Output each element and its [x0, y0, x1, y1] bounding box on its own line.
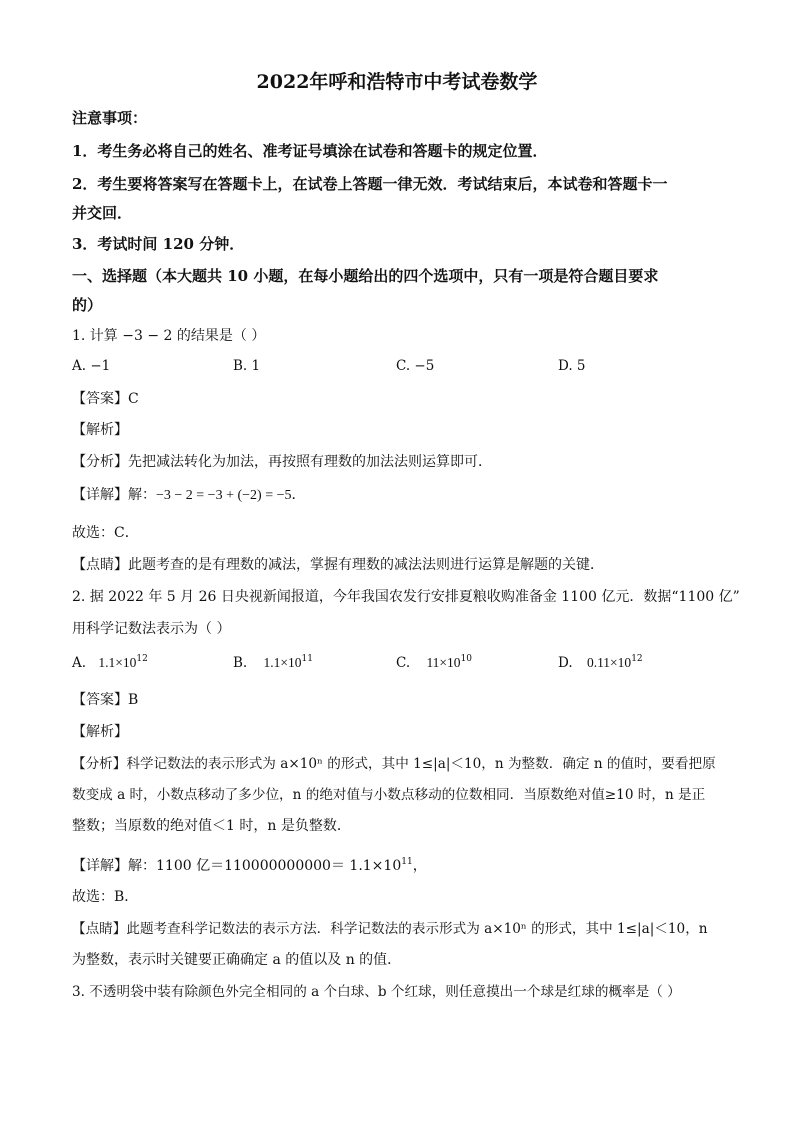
q1-answer: 【答案】C: [72, 391, 139, 407]
q2-option-c-exp: 10: [460, 654, 473, 664]
q2-answer: 【答案】B: [72, 692, 139, 708]
q2-option-a-base: 1.1×10: [98, 655, 137, 670]
notice-item-3: 3．考试时间 120 分钟．: [72, 235, 245, 253]
q1-jiexi-label: 【解析】: [72, 422, 128, 438]
q1-analysis: 【分析】先把减法转化为加法，再按照有理数的加法法则运算即可．: [72, 454, 492, 470]
q2-option-a-exp: 12: [136, 654, 148, 664]
q1-option-c: C. −5: [396, 358, 435, 374]
page-title: 2022年呼和浩特市中考试卷数学: [256, 71, 538, 93]
q2-option-c: [396, 654, 472, 671]
q2-detail: [72, 852, 427, 876]
q2-option-c-base: 11×10: [426, 655, 461, 670]
section-heading-line-2: 的）: [72, 296, 103, 314]
q1-choice: 故选：C．: [72, 525, 139, 541]
q1-detail: 【详解】解：−3 − 2 = −3 + (−2) = −5．: [72, 488, 306, 503]
q2-option-d-exp: 12: [631, 654, 643, 664]
q2-comment-line-1: 【点睛】此题考查科学记数法的表示方法．科学记数法的表示形式为 a×10ⁿ 的形式，其中 1≤|a|＜10，n: [72, 921, 708, 937]
q2-option-b-label: B.: [233, 655, 248, 671]
q2-option-d-base: 0.11×10: [586, 655, 632, 670]
q2-option-d: [558, 654, 643, 671]
q2-analysis-line-2: 数变成 a 时，小数点移动了多少位，n 的绝对值与小数点移动的位数相同．当原数绝对值≥10 时，n 是正: [72, 787, 706, 803]
q2-option-b-base: 1.1×10: [263, 655, 302, 670]
q2-jiexi-label: 【解析】: [72, 724, 128, 740]
section-heading-line-1: 一、选择题（本大题共 10 小题，在每小题给出的四个选项中，只有一项是符合题目要求: [72, 267, 659, 285]
notice-item-2-line-1: 2．考生要将答案写在答题卡上，在试卷上答题一律无效．考试结束后，本试卷和答题卡一: [72, 175, 668, 193]
q2-analysis-line-3: 整数；当原数的绝对值＜1 时，n 是负整数．: [72, 818, 351, 834]
q2-detail-suffix: ，: [412, 858, 427, 874]
q1-option-b: B. 1: [233, 358, 261, 374]
q2-choice: 故选：B．: [72, 889, 139, 905]
q2-option-b-exp: 11: [301, 654, 313, 664]
q2-detail-exp: 11: [401, 857, 413, 867]
q2-stem-line-1: 2. 据 2022 年 5 月 26 日央视新闻报道，今年我国农发行安排夏粮收购准备金 1100 亿元．数据“1100 亿”: [72, 589, 740, 605]
q1-option-a: A. −1: [72, 358, 111, 374]
q2-comment-line-2: 为整数，表示时关键要正确确定 a 的值以及 n 的值．: [72, 952, 402, 968]
q2-option-b: [233, 654, 313, 671]
q2-option-c-label: C.: [396, 655, 411, 671]
q1-option-d: D. 5: [558, 358, 586, 374]
q1-stem: 1. 计算 −3 − 2 的结果是（ ）: [72, 328, 266, 344]
q3-stem: 3. 不透明袋中装有除颜色外完全相同的 a 个白球、b 个红球，则任意摸出一个球是红球的概率是（ ）: [72, 984, 681, 1000]
q2-option-a: [72, 654, 148, 671]
notice-heading: 注意事项：: [72, 109, 148, 127]
q2-analysis-line-1: 【分析】科学记数法的表示形式为 a×10ⁿ 的形式，其中 1≤|a|＜10，n 为整数．确定 n 的值时，要看把原: [72, 756, 716, 772]
q2-option-a-label: A.: [72, 655, 87, 671]
q2-stem-line-2: 用科学记数法表示为（ ）: [72, 621, 231, 637]
notice-item-2-line-2: 并交回．: [72, 204, 133, 222]
q1-comment: 【点睛】此题考查的是有理数的减法，掌握有理数的减法法则进行运算是解题的关键．: [72, 557, 604, 573]
q2-detail-text: 【详解】解：1100 亿＝110000000000＝ 1.1×10: [72, 858, 402, 874]
notice-item-1: 1．考生务必将自己的姓名、准考证号填涂在试卷和答题卡的规定位置．: [72, 142, 548, 160]
q2-option-d-label: D.: [558, 655, 573, 671]
